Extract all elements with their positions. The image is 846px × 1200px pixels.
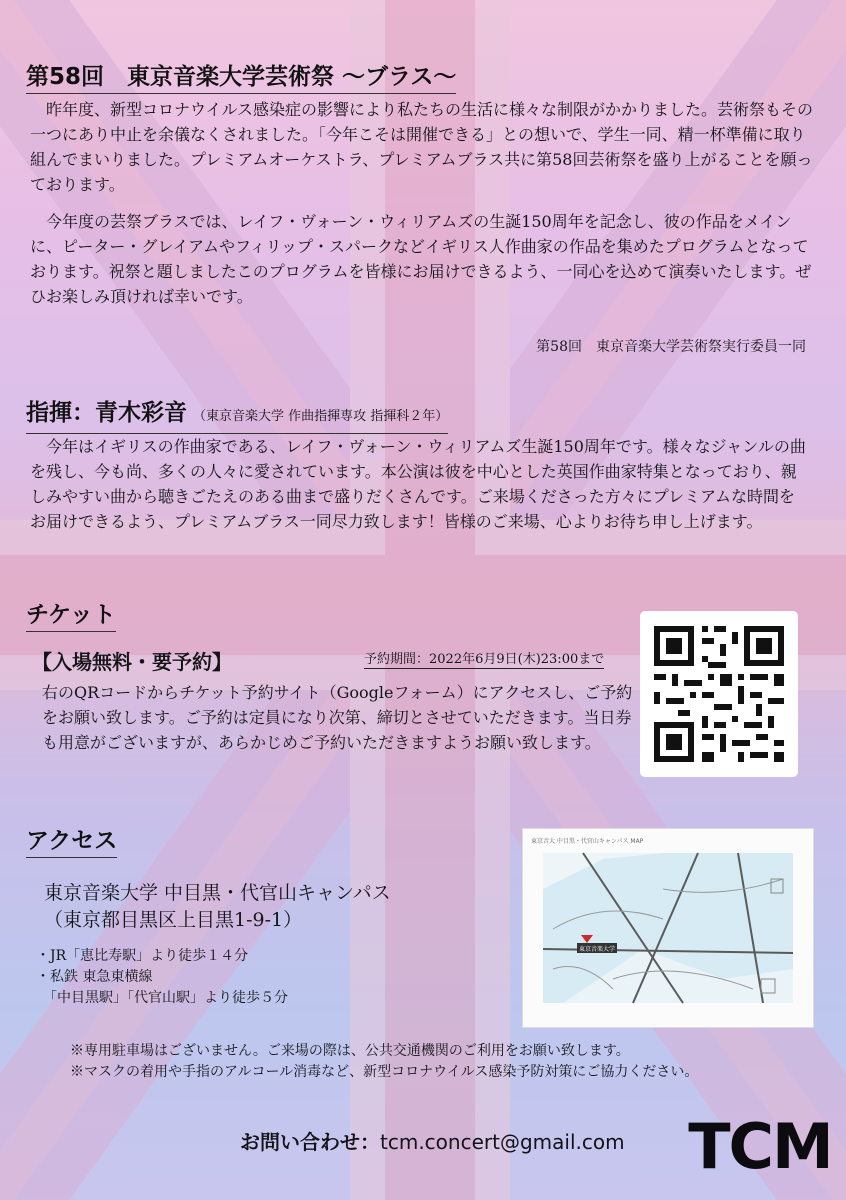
ticket-qr-code[interactable]	[640, 611, 798, 777]
conductor-name: 指揮：青木彩音	[26, 400, 187, 426]
ticket-admission: 【入場無料・要予約】	[32, 650, 232, 674]
qr-code-icon	[640, 611, 798, 777]
ticket-description: 右のQRコードからチケット予約サイト（Googleフォーム）にアクセスし、ご予約をお願い致します。ご予約は定員になり次第、締切とさせていただきます。当日券も用意がございますが、あらかじめご予約いただきますようお願い致します。	[42, 683, 633, 752]
route-item: ・JR「恵比寿駅」より徒歩１４分	[36, 948, 249, 964]
festival-intro-paragraph-1: 昨年度、新型コロナウイルス感染症の影響により私たちの生活に様々な制限がかかりました。芸術祭もその一つにあり中止を余儀なくされました。「今年こそは開催できる」との想いで、学生一同、精一杯準備に取り組んでまいりました。プレミアムオーケストラ、プレミアムブラス共に第58回芸術祭を盛り上がることを願っております。	[30, 100, 814, 194]
festival-intro-paragraph-2: 今年度の芸祭ブラスでは、レイフ・ヴォーン・ウィリアムズの生誕150周年を記念し、彼の作品をメインに、ピーター・グレイアムやフィリップ・スパークなどイギリス人作曲家の作品を集めたプログラムとなっております。祝祭と題しましたこのプログラムを皆様にお届けできるよう、一同心を込めて演奏いたします。ぜひお楽しみ頂ければ幸いです。	[30, 212, 812, 306]
conductor-affiliation: （東京音楽大学 作曲指揮専攻 指揮科２年）	[193, 409, 449, 424]
campus-address: （東京都目黒区上目黒1-9-1）	[44, 909, 303, 931]
conductor-heading	[26, 398, 448, 434]
route-item: 「中目黒駅」「代官山駅」より徒歩５分	[36, 990, 288, 1006]
campus-map[interactable]	[522, 828, 814, 1028]
note-item: ※マスクの着用や手指のアルコール消毒など、新型コロナウイルス感染予防対策にご協力ください。	[70, 1064, 699, 1080]
conductor-message: 今年はイギリスの作曲家である、レイフ・ヴォーン・ウィリアムズ生誕150周年です。様々なジャンルの曲を残し、今も尚、多くの人々に愛されています。本公演は彼を中心とした英国作曲家特集となっており、親しみやすい曲から聴きごたえのある曲まで盛りだくさんです。ご来場くださった方々にプレミアムな時間をお届けできるよう、プレミアムブラス一同尽力致します！皆様のご来場、心よりお待ち申し上げます。	[30, 437, 806, 531]
campus-name: 東京音楽大学 中目黒・代官山キャンパス	[44, 882, 391, 904]
notes-list	[70, 1041, 698, 1083]
campus-info	[44, 880, 391, 934]
tcm-logo: TCM	[688, 1109, 832, 1183]
contact-label: お問い合わせ：	[240, 1130, 380, 1154]
contact-email[interactable]: tcm.concert@gmail.com	[380, 1130, 625, 1154]
access-heading: アクセス	[26, 826, 117, 858]
reservation-period: 予約期間：2022年6月9日(木)23:00まで	[364, 652, 605, 667]
contact-info	[240, 1126, 625, 1155]
route-list	[36, 946, 288, 1009]
festival-title: 第58回 東京音楽大学芸術祭 〜ブラス〜	[26, 62, 456, 94]
map-graphic	[523, 829, 813, 1027]
route-item: ・私鉄 東急東横線	[36, 969, 153, 985]
ticket-heading: チケット	[26, 600, 116, 632]
map-header: 東京音大 中目黒・代官山キャンパス MAP	[531, 838, 644, 845]
note-item: ※専用駐車場はございません。ご来場の際は、公共交通機関のご利用をお願い致します。	[70, 1043, 630, 1059]
committee-signature: 第58回 東京音楽大学芸術祭実行委員一同	[536, 339, 806, 355]
map-campus-marker: 東京音楽大学	[579, 946, 616, 953]
